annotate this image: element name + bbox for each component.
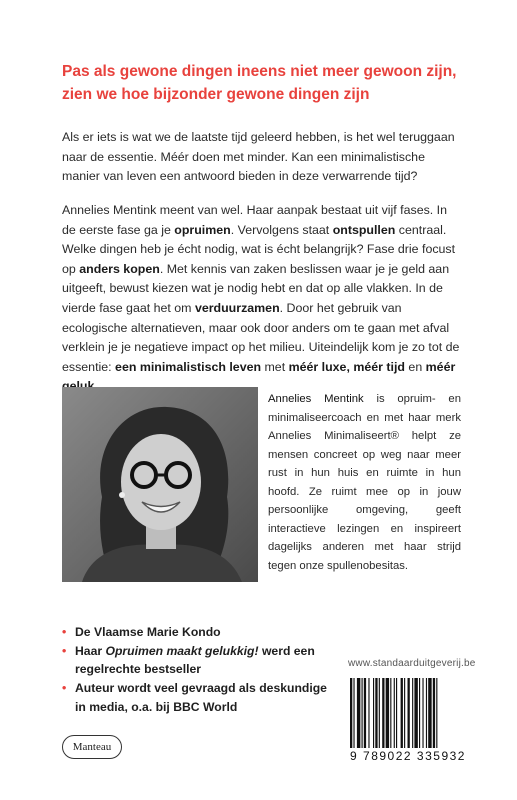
barcode-bar — [373, 678, 374, 748]
barcode-bar — [379, 678, 380, 748]
barcode-bar — [426, 678, 427, 748]
barcode-bar — [350, 678, 352, 748]
isbn-barcode — [350, 678, 462, 748]
barcode-bar — [394, 678, 395, 748]
barcode-bar — [401, 678, 403, 748]
body-text: en — [404, 359, 426, 374]
bullet-text: Haar — [75, 643, 106, 658]
list-item — [62, 642, 332, 679]
bullet-marker: • — [62, 681, 67, 696]
barcode-bar — [362, 678, 363, 748]
intro-paragraph: Als er iets is wat we de laatste tijd geleerd hebben, is het wel teruggaan naar de essentie. Méér doen met minder. Kan een minimalistische manier van leven een antwoord bieden in deze verwarrende tijd? — [62, 130, 455, 184]
body-emphasis: méér — [425, 359, 456, 374]
selling-points-list — [62, 623, 332, 717]
body-text: . Vervolgens staat — [230, 222, 333, 237]
book-title-italic: Opruimen maakt gelukkig! — [105, 643, 259, 658]
bullet-text: De Vlaamse Marie Kondo — [75, 625, 221, 639]
body-emphasis: opruimen — [174, 222, 231, 237]
barcode-bar — [436, 678, 437, 748]
publisher-logo: Manteau — [62, 735, 122, 759]
barcode-bar — [433, 678, 435, 748]
headline-line-2: zien we hoe bijzonder gewone dingen zijn — [62, 86, 370, 103]
barcode-bar — [422, 678, 423, 748]
body-text: Annelies Mentink meent van wel. Haar aanpak bestaat uit vijf fases. In de eerste fase ga je — [62, 203, 448, 237]
publisher-website: www.standaarduitgeverij.be — [348, 658, 476, 669]
barcode-bar — [375, 678, 377, 748]
barcode-bar — [390, 678, 391, 748]
bullet-marker: • — [62, 643, 67, 658]
barcode-bar — [353, 678, 354, 748]
barcode-bar — [408, 678, 410, 748]
bullet-text: werd een regelrechte bestseller — [75, 643, 315, 677]
barcode-bar — [386, 678, 389, 748]
author-bio-text: is opruim- en minimaliseercoach en met haar merk Annelies Minimaliseert® helpt ze mensen concreet op weg naar meer rust in hun huis en ruimte in hun hoofd. Ze ruimt mee op in jouw persoonlijke omgeving, geeft interactieve lezingen en inspireert dagelijks anderen met haar strijd tegen onze spullenobesitas. — [268, 393, 462, 572]
author-bio — [268, 390, 461, 575]
barcode-bar — [419, 678, 420, 748]
body-emphasis: een minimalistisch leven — [115, 359, 262, 374]
headline — [62, 60, 462, 106]
bullet-text: Auteur wordt veel gevraagd als deskundige in media, o.a. bij BBC World — [75, 681, 327, 714]
barcode-bar — [404, 678, 405, 748]
isbn-number: 9 789022 335932 — [350, 749, 466, 763]
author-name: Annelies Mentink — [268, 393, 364, 405]
barcode-bar — [357, 678, 360, 748]
bullet-marker: • — [62, 625, 67, 639]
body-emphasis: méér luxe, méér tijd — [288, 359, 405, 374]
body-text: centraal. Welke dingen heb je écht nodig, wat is écht belangrijk? Fase drie focust op — [62, 222, 456, 276]
list-item — [62, 623, 332, 642]
body-text: . Met kennis van zaken beslissen waar je je geld aan uitgeeft, bewust kiezen wat je nodig hebt en dat op alle vlakken. In de vierde fase gaat het om — [62, 261, 450, 315]
author-photo — [62, 387, 258, 582]
body-text: met — [261, 359, 289, 374]
barcode-bar — [396, 678, 397, 748]
barcode-bar — [364, 678, 366, 748]
headline-line-1: Pas als gewone dingen ineens niet meer gewoon zijn, — [62, 63, 457, 80]
list-item — [62, 679, 332, 716]
body-emphasis: verduurzamen — [194, 300, 280, 315]
barcode-bar — [428, 678, 431, 748]
barcode-bar — [368, 678, 369, 748]
body-text: . Door het gebruik van ecologische alternatieven, maar ook door anders om te gaan met afval verklein je je negatieve impact op het milieu. Uiteindelijk kom je zo tot de essentie: — [62, 300, 460, 374]
barcode-bar — [412, 678, 413, 748]
barcode-bar — [382, 678, 384, 748]
body-emphasis: anders kopen — [79, 261, 160, 276]
description-paragraph — [62, 201, 462, 397]
barcode-bar — [414, 678, 417, 748]
body-emphasis: ontspullen — [332, 222, 396, 237]
